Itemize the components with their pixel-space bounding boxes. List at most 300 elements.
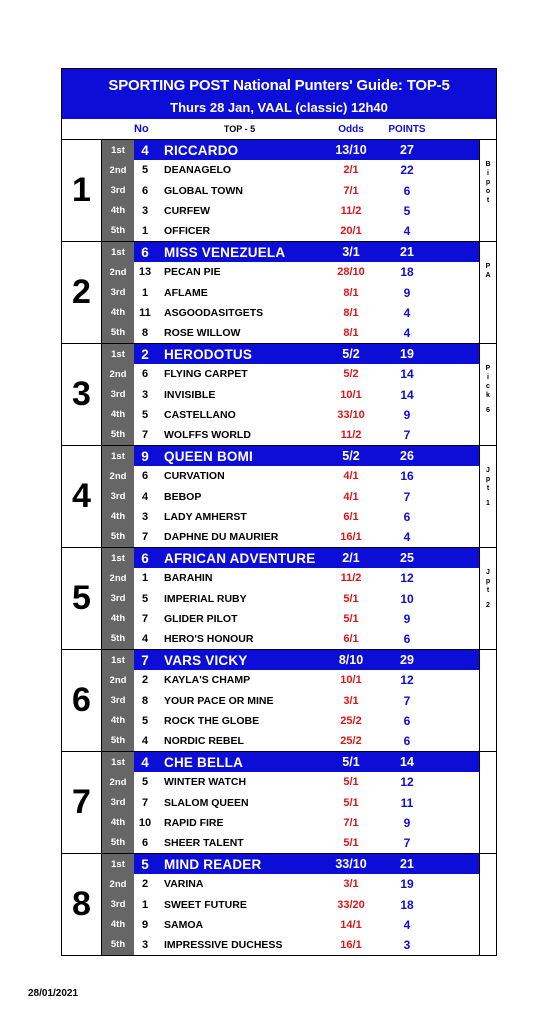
horse-name: OFFICER: [164, 224, 211, 237]
top-pick-row: [134, 242, 479, 262]
runner-number: 6: [141, 244, 149, 260]
runner-points: 7: [403, 693, 411, 708]
runner-number: 9: [141, 918, 149, 931]
place-label: 2nd: [109, 776, 127, 788]
race-block: [62, 140, 496, 242]
horse-name: IMPERIAL RUBY: [164, 592, 247, 605]
runner-row: [134, 486, 479, 506]
place-label: 1st: [111, 246, 125, 258]
runner-row: [134, 935, 479, 955]
runner-odds: 5/1: [343, 836, 359, 849]
runner-rows: [134, 548, 479, 649]
runner-row: [134, 833, 479, 853]
horse-name: BARAHIN: [164, 572, 213, 585]
runner-points: 4: [403, 917, 411, 932]
race-block: [62, 548, 496, 650]
runner-number: 7: [141, 652, 149, 668]
horse-name: DAPHNE DU MAURIER: [164, 530, 279, 543]
runner-row: [134, 711, 479, 731]
runner-row: [134, 180, 479, 200]
runner-number: 1: [141, 224, 149, 237]
runner-rows: [134, 752, 479, 853]
runner-odds: 3/1: [343, 694, 359, 707]
place-column: [102, 140, 134, 241]
runner-points: 7: [403, 427, 411, 442]
place-label: 3rd: [110, 797, 126, 808]
horse-name: HERODOTUS: [164, 346, 253, 362]
place-column: [102, 650, 134, 751]
horse-name: ROCK THE GLOBE: [164, 714, 260, 727]
runner-odds: 33/20: [337, 898, 365, 911]
horse-name: CASTELLANO: [164, 408, 236, 421]
place-label: 3rd: [110, 287, 126, 298]
runner-odds: 10/1: [340, 674, 362, 687]
exotic-letter: P: [485, 365, 491, 372]
exotic-letter: c: [486, 383, 490, 390]
race-number: 3: [62, 344, 102, 445]
exotic-letter: t: [486, 197, 490, 204]
place-label: 5th: [110, 429, 126, 441]
horse-name: MISS VENEZUELA: [164, 244, 286, 260]
runner-odds: 7/1: [343, 816, 359, 829]
runner-odds: 7/1: [343, 184, 359, 197]
exotic-letter: i: [487, 374, 489, 381]
runner-row: [134, 731, 479, 751]
exotic-letter: p: [485, 476, 491, 483]
race-block: [62, 650, 496, 752]
place-column: [102, 854, 134, 955]
horse-name: SWEET FUTURE: [164, 898, 247, 911]
horse-name: HERO'S HONOUR: [164, 632, 254, 645]
runner-number: 5: [141, 714, 149, 727]
runner-odds: 25/2: [340, 714, 362, 727]
exotic-bet-label: [479, 344, 496, 445]
runner-points: 7: [403, 835, 411, 850]
odds-column-header: Odds: [338, 123, 364, 135]
runner-odds: 28/10: [337, 266, 365, 279]
runner-points: 11: [400, 795, 414, 810]
place-column: [102, 344, 134, 445]
runner-row: [134, 894, 479, 914]
horse-name: MIND READER: [164, 856, 262, 872]
runner-points: 26: [400, 449, 414, 464]
runner-number: 11: [139, 306, 151, 319]
horse-name: AFLAME: [164, 286, 208, 299]
race-block: [62, 242, 496, 344]
place-label: 1st: [111, 450, 125, 462]
place-label: 4th: [110, 511, 126, 523]
place-label: 5th: [110, 327, 126, 339]
runner-odds: 5/2: [342, 347, 360, 362]
runner-number: 1: [141, 898, 149, 911]
runner-points: 4: [403, 305, 411, 320]
runner-row: [134, 670, 479, 690]
runner-odds: 5/1: [343, 592, 359, 605]
exotic-leg-number: 6: [486, 407, 490, 414]
runner-odds: 3/1: [342, 245, 360, 260]
place-label: 2nd: [109, 368, 127, 380]
place-column: [102, 752, 134, 853]
race-number: 4: [62, 446, 102, 547]
horse-name: KAYLA'S CHAMP: [164, 674, 251, 687]
runner-number: 4: [141, 754, 149, 770]
horse-name: GLOBAL TOWN: [164, 184, 243, 197]
place-label: 1st: [111, 144, 125, 156]
place-label: 2nd: [109, 164, 127, 176]
runner-row: [134, 201, 479, 221]
runner-points: 9: [403, 407, 411, 422]
horse-name: CURFEW: [164, 204, 211, 217]
horse-name: VARS VICKY: [164, 652, 248, 668]
runner-points: 4: [403, 529, 411, 544]
race-number: 5: [62, 548, 102, 649]
exotic-bet-label: [479, 548, 496, 649]
runner-number: 3: [141, 204, 149, 217]
horse-name: FLYING CARPET: [164, 368, 248, 381]
runner-row: [134, 690, 479, 710]
runner-odds: 33/10: [335, 857, 367, 872]
horse-name: RAPID FIRE: [164, 816, 224, 829]
runner-row: [134, 527, 479, 547]
runner-row: [134, 282, 479, 302]
runner-points: 9: [403, 815, 411, 830]
place-label: 4th: [110, 613, 126, 625]
place-label: 2nd: [109, 470, 127, 482]
top-pick-row: [134, 752, 479, 772]
exotic-leg-number: 2: [486, 602, 490, 609]
horse-name: RICCARDO: [164, 142, 239, 158]
runner-odds: 4/1: [343, 490, 359, 503]
runner-points: 21: [400, 857, 414, 872]
place-label: 3rd: [110, 491, 126, 502]
top5-column-header: TOP - 5: [223, 124, 256, 134]
runner-number: 5: [141, 856, 149, 872]
place-label: 4th: [110, 409, 126, 421]
horse-name: CHE BELLA: [164, 754, 244, 770]
place-label: 2nd: [109, 674, 127, 686]
horse-name: GLIDER PILOT: [164, 612, 238, 625]
exotic-letter: A: [485, 272, 491, 279]
exotic-bet-label: [479, 752, 496, 853]
horse-name: NORDIC REBEL: [164, 734, 244, 747]
runner-odds: 11/2: [340, 204, 362, 217]
runner-odds: 8/1: [343, 306, 359, 319]
runner-number: 6: [141, 836, 149, 849]
runner-points: 12: [400, 775, 414, 790]
place-label: 1st: [111, 348, 125, 360]
place-label: 2nd: [109, 572, 127, 584]
race-number: 7: [62, 752, 102, 853]
runner-points: 6: [403, 733, 411, 748]
horse-name: YOUR PACE OR MINE: [164, 694, 274, 707]
runner-odds: 2/1: [343, 164, 359, 177]
runner-number: 13: [138, 266, 152, 279]
runner-number: 7: [141, 428, 149, 441]
runner-odds: 4/1: [343, 470, 359, 483]
exotic-letter: t: [486, 587, 490, 594]
place-column: [102, 548, 134, 649]
race-number: 1: [62, 140, 102, 241]
top-pick-row: [134, 344, 479, 364]
runner-odds: 33/10: [337, 408, 365, 421]
runner-odds: 5/1: [343, 796, 359, 809]
place-column: [102, 242, 134, 343]
place-label: 2nd: [109, 266, 127, 278]
runner-odds: 16/1: [340, 938, 362, 951]
runner-points: 18: [400, 265, 414, 280]
exotic-bet-label: [479, 650, 496, 751]
exotic-letter: p: [485, 578, 491, 585]
runner-number: 6: [141, 550, 149, 566]
runner-row: [134, 425, 479, 445]
exotic-bet-label: [479, 140, 496, 241]
horse-name: SHEER TALENT: [164, 836, 244, 849]
runner-row: [134, 384, 479, 404]
runner-number: 6: [141, 368, 149, 381]
exotic-letter: J: [486, 467, 490, 474]
runner-rows: [134, 344, 479, 445]
runner-odds: 8/10: [338, 653, 364, 668]
runner-points: 22: [400, 163, 414, 178]
runner-points: 9: [403, 285, 411, 300]
runner-odds: 5/1: [343, 612, 359, 625]
runner-rows: [134, 854, 479, 955]
runner-odds: 20/1: [340, 224, 362, 237]
runner-odds: 6/1: [343, 632, 359, 645]
races-container: [62, 140, 496, 955]
horse-name: INVISIBLE: [164, 388, 216, 401]
runner-points: 6: [403, 183, 411, 198]
horse-name: QUEEN BOMI: [164, 448, 254, 464]
runner-points: 10: [400, 591, 414, 606]
horse-name: WINTER WATCH: [164, 776, 247, 789]
top-pick-row: [134, 140, 479, 160]
runner-number: 6: [141, 184, 149, 197]
runner-row: [134, 507, 479, 527]
runner-number: 5: [141, 592, 149, 605]
runner-odds: 11/2: [340, 572, 362, 585]
runner-number: 1: [141, 286, 149, 299]
place-label: 2nd: [109, 878, 127, 890]
horse-name: SAMOA: [164, 918, 204, 931]
runner-points: 5: [403, 203, 411, 218]
runner-points: 19: [400, 347, 414, 362]
runner-row: [134, 629, 479, 649]
horse-name: DEANAGELO: [164, 164, 232, 177]
place-label: 4th: [110, 919, 126, 931]
runner-number: 9: [141, 448, 149, 464]
punters-guide-table: [61, 68, 497, 956]
runner-number: 7: [141, 796, 149, 809]
runner-points: 18: [400, 897, 414, 912]
horse-name: ROSE WILLOW: [164, 326, 241, 339]
runner-points: 6: [403, 631, 411, 646]
horse-name: IMPRESSIVE DUCHESS: [164, 938, 283, 951]
runner-odds: 14/1: [340, 918, 362, 931]
horse-name: BEBOP: [164, 490, 202, 503]
runner-points: 9: [403, 611, 411, 626]
runner-number: 5: [141, 776, 149, 789]
runner-row: [134, 262, 479, 282]
top-pick-row: [134, 446, 479, 466]
runner-number: 5: [141, 164, 149, 177]
runner-row: [134, 772, 479, 792]
horse-name: LADY AMHERST: [164, 510, 247, 523]
place-label: 5th: [110, 939, 126, 951]
points-column-header: POINTS: [388, 123, 426, 135]
place-label: 1st: [111, 756, 125, 768]
runner-number: 2: [141, 878, 149, 891]
runner-number: 2: [141, 674, 149, 687]
runner-rows: [134, 242, 479, 343]
race-block: [62, 854, 496, 955]
place-label: 5th: [110, 633, 126, 645]
runner-points: 19: [400, 877, 414, 892]
race-block: [62, 446, 496, 548]
runner-points: 14: [400, 387, 414, 402]
top-pick-row: [134, 650, 479, 670]
runner-row: [134, 466, 479, 486]
place-label: 1st: [111, 552, 125, 564]
race-block: [62, 344, 496, 446]
runner-number: 3: [141, 510, 149, 523]
place-label: 5th: [110, 531, 126, 543]
runner-number: 4: [141, 142, 149, 158]
place-label: 5th: [110, 735, 126, 747]
runner-row: [134, 609, 479, 629]
runner-points: 12: [400, 571, 414, 586]
exotic-letter: t: [486, 485, 490, 492]
guide-banner: [62, 69, 496, 119]
horse-name: WOLFFS WORLD: [164, 428, 251, 441]
runner-row: [134, 874, 479, 894]
runner-odds: 5/1: [342, 755, 360, 770]
horse-name: ASGOODASITGETS: [164, 306, 264, 319]
race-block: [62, 752, 496, 854]
runner-odds: 5/2: [343, 368, 359, 381]
runner-points: 21: [400, 245, 414, 260]
runner-points: 14: [400, 367, 414, 382]
runner-odds: 8/1: [343, 286, 359, 299]
place-label: 3rd: [110, 185, 126, 196]
document-date: 28/01/2021: [28, 988, 79, 999]
runner-odds: 5/1: [343, 776, 359, 789]
runner-odds: 3/1: [343, 878, 359, 891]
runner-odds: 25/2: [340, 734, 362, 747]
exotic-letter: B: [485, 161, 491, 168]
exotic-letter: P: [485, 263, 491, 270]
runner-row: [134, 160, 479, 180]
runner-number: 5: [141, 408, 149, 421]
runner-points: 25: [400, 551, 414, 566]
place-label: 1st: [111, 858, 125, 870]
runner-number: 4: [141, 490, 149, 503]
runner-row: [134, 915, 479, 935]
exotic-bet-label: [479, 854, 496, 955]
runner-number: 6: [141, 470, 149, 483]
runner-points: 7: [403, 489, 411, 504]
runner-odds: 11/2: [340, 428, 362, 441]
guide-subtitle: Thurs 28 Jan, VAAL (classic) 12h40: [170, 100, 388, 115]
runner-number: 8: [141, 694, 149, 707]
place-label: 4th: [110, 817, 126, 829]
place-label: 1st: [111, 654, 125, 666]
runner-number: 7: [141, 612, 149, 625]
place-label: 4th: [110, 715, 126, 727]
place-label: 4th: [110, 205, 126, 217]
top-pick-row: [134, 854, 479, 874]
place-label: 3rd: [110, 389, 126, 400]
runner-points: 3: [403, 937, 411, 952]
runner-row: [134, 303, 479, 323]
runner-odds: 6/1: [343, 510, 359, 523]
place-column: [102, 446, 134, 547]
runner-points: 14: [400, 755, 414, 770]
runner-number: 3: [141, 388, 149, 401]
place-label: 3rd: [110, 695, 126, 706]
runner-odds: 5/2: [342, 449, 360, 464]
runner-odds: 8/1: [343, 326, 359, 339]
runner-odds: 2/1: [342, 551, 360, 566]
runner-row: [134, 588, 479, 608]
runner-points: 6: [403, 713, 411, 728]
runner-rows: [134, 650, 479, 751]
race-number: 8: [62, 854, 102, 955]
exotic-letter: p: [485, 179, 491, 186]
runner-row: [134, 568, 479, 588]
race-number: 6: [62, 650, 102, 751]
runner-row: [134, 364, 479, 384]
place-label: 3rd: [110, 899, 126, 910]
runner-row: [134, 221, 479, 241]
runner-points: 6: [403, 509, 411, 524]
runner-number: 10: [138, 816, 152, 829]
runner-points: 29: [400, 653, 414, 668]
runner-points: 4: [403, 325, 411, 340]
runner-row: [134, 792, 479, 812]
guide-title: SPORTING POST National Punters' Guide: TOP-5: [108, 77, 450, 94]
runner-odds: 16/1: [340, 530, 362, 543]
horse-name: CURVATION: [164, 470, 225, 483]
runner-number: 8: [141, 326, 149, 339]
exotic-leg-number: 1: [486, 500, 490, 507]
runner-points: 12: [400, 673, 414, 688]
runner-odds: 10/1: [340, 388, 362, 401]
horse-name: AFRICAN ADVENTURE: [164, 550, 316, 566]
horse-name: PECAN PIE: [164, 266, 221, 279]
runner-number: 2: [141, 346, 149, 362]
column-header-row: [62, 119, 496, 140]
runner-points: 27: [400, 143, 414, 158]
runner-row: [134, 813, 479, 833]
place-label: 5th: [110, 225, 126, 237]
runner-points: 16: [400, 469, 414, 484]
runner-number: 4: [141, 734, 149, 747]
place-label: 5th: [110, 837, 126, 849]
place-label: 3rd: [110, 593, 126, 604]
exotic-letter: J: [486, 569, 490, 576]
runner-number: 4: [141, 632, 149, 645]
runner-points: 4: [403, 223, 411, 238]
place-label: 4th: [110, 307, 126, 319]
exotic-bet-label: [479, 242, 496, 343]
exotic-letter: o: [485, 188, 491, 195]
runner-number: 7: [141, 530, 149, 543]
runner-number: 3: [141, 938, 149, 951]
race-number: 2: [62, 242, 102, 343]
exotic-letter: k: [486, 392, 490, 399]
runner-number: 1: [141, 572, 149, 585]
